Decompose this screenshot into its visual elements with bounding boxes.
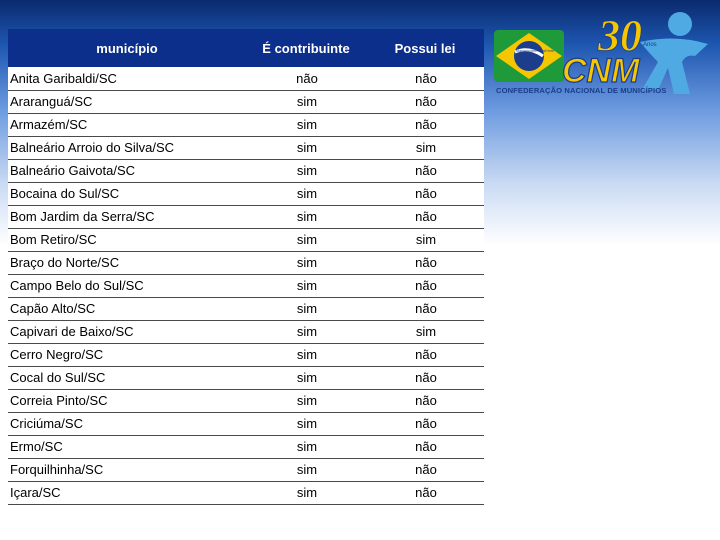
- logo-30: 30: [598, 11, 642, 60]
- contribuinte-cell: não: [246, 67, 366, 90]
- table-row: [8, 320, 484, 343]
- municipio-cell: Capivari de Baixo/SC: [8, 320, 246, 343]
- municipio-cell: Araranguá/SC: [8, 90, 246, 113]
- header-contribuinte: É contribuinte: [262, 40, 350, 56]
- municipio-cell: Cocal do Sul/SC: [8, 366, 246, 389]
- possui-lei-cell: não: [366, 297, 484, 320]
- municipality-table-wrapper: [8, 29, 484, 505]
- municipio-cell: Bom Jardim da Serra/SC: [8, 205, 246, 228]
- possui-lei-cell: não: [366, 343, 484, 366]
- possui-lei-cell: sim: [366, 228, 484, 251]
- header-municipio: município: [96, 40, 158, 56]
- contribuinte-cell: sim: [246, 320, 366, 343]
- logo-figure-head: [668, 12, 692, 36]
- possui-lei-cell: não: [366, 366, 484, 389]
- possui-lei-cell: não: [366, 67, 484, 90]
- municipio-cell: Cerro Negro/SC: [8, 343, 246, 366]
- municipio-cell: Ermo/SC: [8, 435, 246, 458]
- contribuinte-cell: sim: [246, 159, 366, 182]
- municipio-cell: Balneário Gaivota/SC: [8, 159, 246, 182]
- possui-lei-cell: não: [366, 182, 484, 205]
- contribuinte-cell: sim: [246, 205, 366, 228]
- municipio-cell: Correia Pinto/SC: [8, 389, 246, 412]
- contribuinte-cell: sim: [246, 435, 366, 458]
- table-row: [8, 251, 484, 274]
- contribuinte-cell: sim: [246, 113, 366, 136]
- possui-lei-cell: não: [366, 389, 484, 412]
- municipio-cell: Capão Alto/SC: [8, 297, 246, 320]
- table-header-row: [8, 29, 484, 67]
- contribuinte-cell: sim: [246, 90, 366, 113]
- table-row: [8, 481, 484, 504]
- logo-anos: Anos: [643, 42, 657, 48]
- table-row: [8, 182, 484, 205]
- possui-lei-cell: não: [366, 412, 484, 435]
- contribuinte-cell: sim: [246, 136, 366, 159]
- table-row: [8, 159, 484, 182]
- municipio-cell: Braço do Norte/SC: [8, 251, 246, 274]
- flag-text: Município forte, Brasil forte: [516, 49, 554, 53]
- contribuinte-cell: sim: [246, 251, 366, 274]
- contribuinte-cell: sim: [246, 274, 366, 297]
- municipio-cell: Bocaina do Sul/SC: [8, 182, 246, 205]
- logo-caption: CONFEDERAÇÃO NACIONAL DE MUNICÍPIOS: [496, 86, 667, 95]
- table-body: [8, 67, 484, 504]
- possui-lei-cell: não: [366, 159, 484, 182]
- possui-lei-cell: não: [366, 251, 484, 274]
- table-row: [8, 113, 484, 136]
- possui-lei-cell: não: [366, 481, 484, 504]
- table-row: [8, 205, 484, 228]
- table-row: [8, 389, 484, 412]
- header-possui-lei: Possui lei: [394, 40, 456, 56]
- municipality-table: [8, 29, 484, 505]
- table-row: [8, 90, 484, 113]
- flag-globe: [514, 41, 544, 71]
- contribuinte-cell: sim: [246, 389, 366, 412]
- possui-lei-cell: sim: [366, 136, 484, 159]
- table-row: [8, 458, 484, 481]
- municipio-cell: Campo Belo do Sul/SC: [8, 274, 246, 297]
- municipio-cell: Balneário Arroio do Silva/SC: [8, 136, 246, 159]
- table-row: [8, 412, 484, 435]
- possui-lei-cell: não: [366, 274, 484, 297]
- municipio-cell: Içara/SC: [8, 481, 246, 504]
- possui-lei-cell: sim: [366, 320, 484, 343]
- possui-lei-cell: não: [366, 90, 484, 113]
- table-row: [8, 297, 484, 320]
- municipio-cell: Bom Retiro/SC: [8, 228, 246, 251]
- municipio-cell: Armazém/SC: [8, 113, 246, 136]
- logo-acronym: CNM: [562, 52, 640, 90]
- table-row: [8, 435, 484, 458]
- contribuinte-cell: sim: [246, 297, 366, 320]
- table-row: [8, 274, 484, 297]
- contribuinte-cell: sim: [246, 228, 366, 251]
- contribuinte-cell: sim: [246, 412, 366, 435]
- table-row: [8, 67, 484, 90]
- municipio-cell: Anita Garibaldi/SC: [8, 67, 246, 90]
- contribuinte-cell: sim: [246, 343, 366, 366]
- contribuinte-cell: sim: [246, 366, 366, 389]
- municipio-cell: Forquilhinha/SC: [8, 458, 246, 481]
- table-row: [8, 228, 484, 251]
- contribuinte-cell: sim: [246, 458, 366, 481]
- municipio-cell: Criciúma/SC: [8, 412, 246, 435]
- table-row: [8, 136, 484, 159]
- possui-lei-cell: não: [366, 113, 484, 136]
- possui-lei-cell: não: [366, 435, 484, 458]
- possui-lei-cell: não: [366, 205, 484, 228]
- contribuinte-cell: sim: [246, 182, 366, 205]
- possui-lei-cell: não: [366, 458, 484, 481]
- table-row: [8, 366, 484, 389]
- contribuinte-cell: sim: [246, 481, 366, 504]
- table-row: [8, 343, 484, 366]
